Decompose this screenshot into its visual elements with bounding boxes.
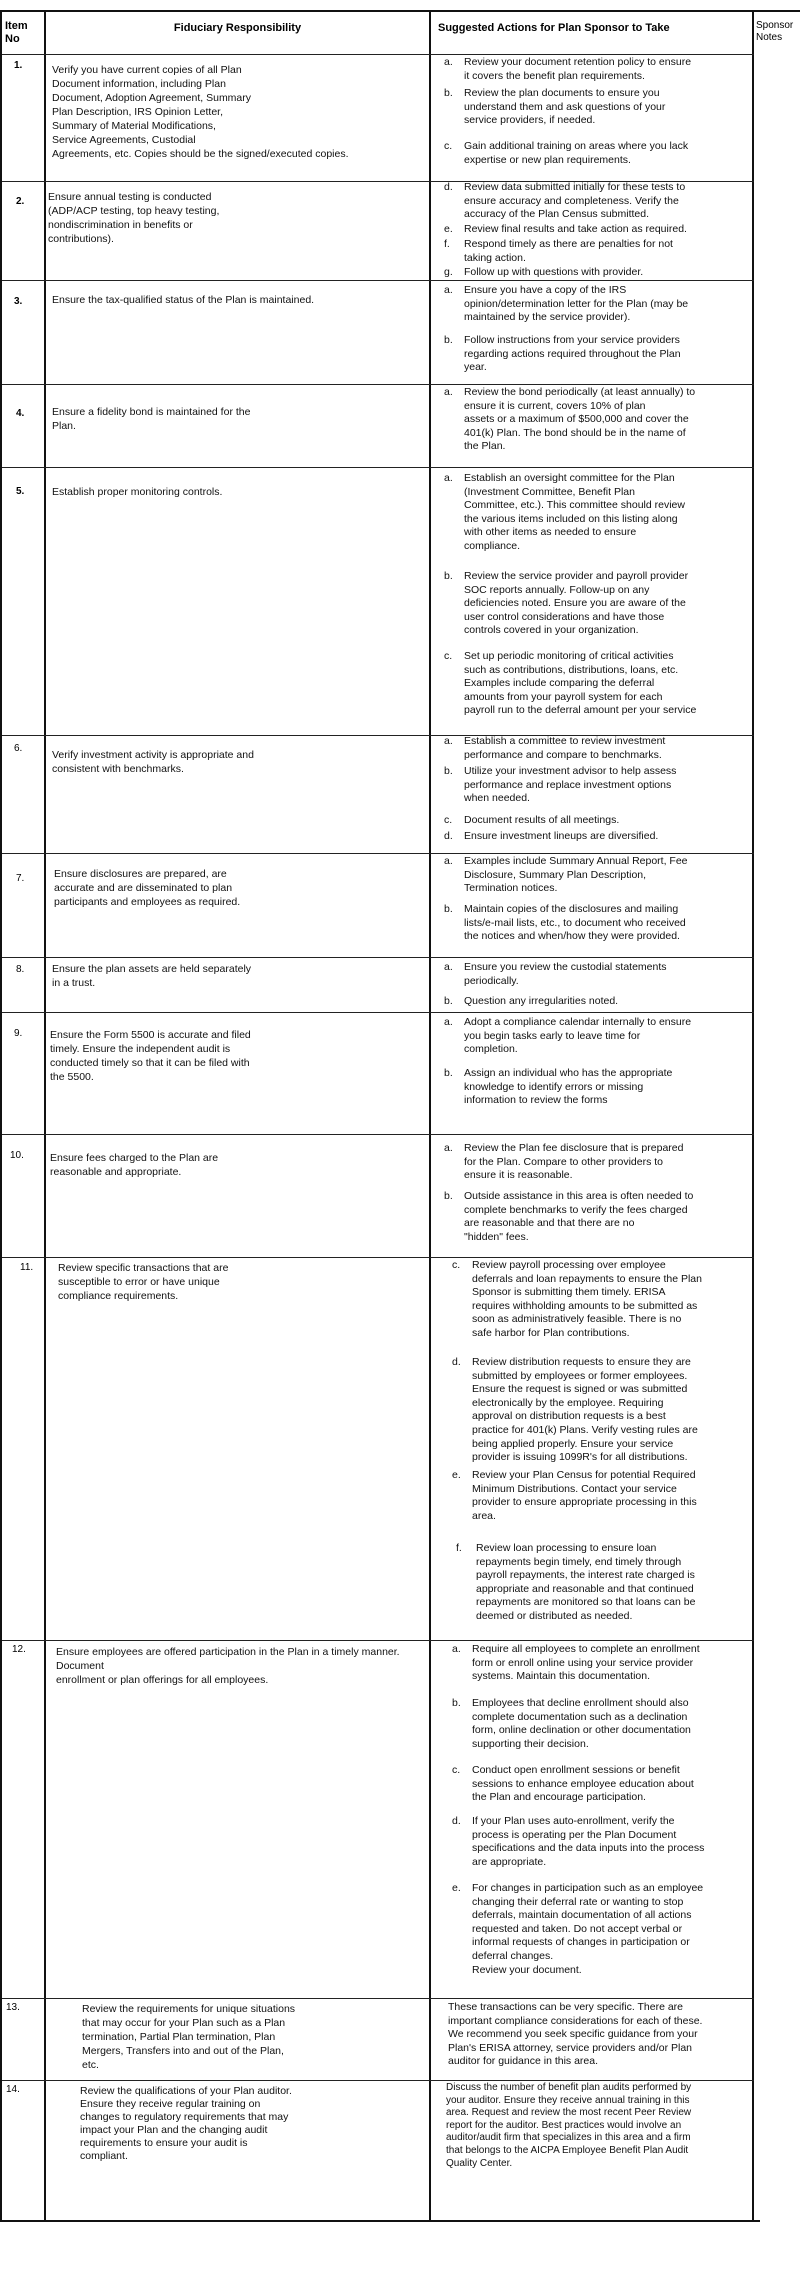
action-item: c. Set up periodic monitoring of critical activities such as contributions, distributions, loans, etc. Examples include comparing the deferral amounts from your payroll system for each payroll run to the deferral amount per your service xyxy=(444,650,697,717)
item-number: 10. xyxy=(10,1150,24,1161)
action-item: b. Review the service provider and payroll provider SOC reports annually. Follow-up on any deficiencies noted. Ensure you are aware of the user control considerations and have those controls covered in your organization. xyxy=(444,570,689,637)
action-item: e. For changes in participation such as an employee changing their deferral rate or wanting to stop deferrals, maintain documentation of all actions requested and taken. Do not accept verbal or informal requests of changes in participation or deferral changes. Review your document. xyxy=(452,1882,704,1976)
action-text: These transactions can be very specific. There are important compliance considerations for each of these. We recommend you seek specific guidance from your Plan's ERISA attorney, service providers and/or Plan auditor for guidance in this area. xyxy=(448,2001,703,2068)
header-sponsor-notes: Sponsor Notes xyxy=(756,20,794,43)
column-divider-item xyxy=(44,10,46,2222)
action-item: d. Review data submitted initially for these tests to ensure accuracy and completeness. Verify the accuracy of the Plan Census submitted. xyxy=(444,181,686,221)
row-divider xyxy=(2,54,754,55)
action-item: a. Review your document retention policy to ensure it covers the benefit plan requirements. xyxy=(444,56,692,82)
item-number: 5. xyxy=(16,486,25,497)
row-divider xyxy=(2,384,754,385)
fiduciary-responsibility-text: Review specific transactions that are susceptible to error or have unique compliance requirements. xyxy=(58,1262,229,1302)
fiduciary-responsibility-text: Verify investment activity is appropriate and consistent with benchmarks. xyxy=(52,749,254,775)
fiduciary-responsibility-text: Ensure the tax-qualified status of the Plan is maintained. xyxy=(52,294,315,306)
action-item: g. Follow up with questions with provider. xyxy=(444,266,644,278)
item-number: 9. xyxy=(14,1028,23,1039)
fiduciary-responsibility-text: Ensure the Form 5500 is accurate and filed timely. Ensure the independent audit is conducted timely so that it can be filed with the 5500. xyxy=(50,1029,251,1083)
item-number: 4. xyxy=(16,408,25,419)
action-item: b. Outside assistance in this area is often needed to complete benchmarks to verify the fees charged are reasonable and that there are no "hidden" fees. xyxy=(444,1190,694,1243)
fiduciary-responsibility-text: Ensure a fidelity bond is maintained for the Plan. xyxy=(52,406,251,432)
action-item: a. Review the bond periodically (at least annually) to ensure it is current, covers 10% of plan assets or a maximum of $500,000 and cover the 401(k) Plan. The bond should be in the name of the Plan. xyxy=(444,386,696,453)
item-number: 14. xyxy=(6,2084,20,2095)
fiduciary-responsibility-text: Verify you have current copies of all Plan Document information, including Plan Document, Adoption Agreement, Summary Plan Description, IRS Opinion Letter, Summary of Material Modifications, Service Agreements, Custodial Agreements, etc. Copies should be the signed/executed copies. xyxy=(52,64,349,160)
action-item: a. Examples include Summary Annual Report, Fee Disclosure, Summary Plan Description, Termination notices. xyxy=(444,855,688,895)
action-item: b. Question any irregularities noted. xyxy=(444,995,619,1007)
fiduciary-responsibility-text: Ensure employees are offered participation in the Plan in a timely manner. Document enrollment or plan offerings for all employees. xyxy=(56,1646,400,1686)
action-item: d. If your Plan uses auto-enrollment, verify the process is operating per the Plan Document specifications and the data inputs into the process are appropriate. xyxy=(452,1815,705,1868)
action-item: b. Assign an individual who has the appropriate knowledge to identify errors or missing information to review the forms xyxy=(444,1067,673,1107)
row-divider xyxy=(2,853,754,854)
fiduciary-responsibility-text: Ensure annual testing is conducted (ADP/ACP testing, top heavy testing, nondiscrimination in benefits or contributions). xyxy=(48,191,220,245)
action-item: a. Adopt a compliance calendar internally to ensure you begin tasks early to leave time for completion. xyxy=(444,1016,692,1056)
action-item: f. Review loan processing to ensure loan repayments begin timely, end timely through payroll repayments, the interest rate charged is appropriate and reasonable and that continued repayments are monitored so that loans can be deemed or distributed as needed. xyxy=(456,1542,696,1622)
action-item: b. Maintain copies of the disclosures and mailing lists/e-mail lists, etc., to document who received the notices and when/how they were provided. xyxy=(444,903,686,943)
table-border-left xyxy=(0,10,2,2222)
action-item: c. Gain additional training on areas where you lack expertise or new plan requirements. xyxy=(444,140,689,166)
action-item: a. Review the Plan fee disclosure that is prepared for the Plan. Compare to other providers to ensure it is reasonable. xyxy=(444,1142,684,1182)
action-item: a. Ensure you have a copy of the IRS opinion/determination letter for the Plan (may be maintained by the service provider). xyxy=(444,284,689,324)
action-item: b. Utilize your investment advisor to help assess performance and replace investment options when needed. xyxy=(444,765,677,805)
item-number: 3. xyxy=(14,296,23,307)
action-item: e. Review your Plan Census for potential Required Minimum Distributions. Contact your service provider to ensure appropriate processing in this area. xyxy=(452,1469,697,1522)
action-item: a. Establish a committee to review investment performance and compare to benchmarks. xyxy=(444,735,666,761)
row-divider xyxy=(2,1012,754,1013)
row-divider xyxy=(2,1998,754,1999)
action-item: c. Document results of all meetings. xyxy=(444,814,620,826)
action-item: b. Follow instructions from your service providers regarding actions required throughout the Plan year. xyxy=(444,334,681,374)
fiduciary-responsibility-text: Ensure disclosures are prepared, are accurate and are disseminated to plan participants and employees as required. xyxy=(54,868,241,908)
row-divider xyxy=(2,2080,754,2081)
item-number: 13. xyxy=(6,2002,20,2013)
fiduciary-responsibility-text: Review the qualifications of your Plan auditor. Ensure they receive regular training on changes to regulatory requirements that may impact your Plan and the changing audit requirements to ensure your audit is compliant. xyxy=(80,2085,292,2162)
item-number: 8. xyxy=(16,964,25,975)
action-item: a. Ensure you review the custodial statements periodically. xyxy=(444,961,667,987)
action-item: a. Require all employees to complete an enrollment form or enroll online using your service provider systems. Maintain this documentation. xyxy=(452,1643,700,1683)
header-fiduciary-responsibility: Fiduciary Responsibility xyxy=(173,22,302,34)
item-number: 1. xyxy=(14,60,23,71)
fiduciary-responsibility-text: Establish proper monitoring controls. xyxy=(52,486,223,498)
row-divider xyxy=(2,1640,754,1641)
column-divider-actions xyxy=(752,10,754,2222)
action-text: Discuss the number of benefit plan audits performed by your auditor. Ensure they receive annual training in this area. Request and review the most recent Peer Review report for the auditor. Best practices would involve an auditor/audit firm that specializes in this area and a firm that belongs to the AICPA Employee Benefit Plan Audit Quality Center. xyxy=(446,2082,692,2169)
item-number: 6. xyxy=(14,743,23,754)
header-item-no: Item No xyxy=(5,20,28,45)
row-divider xyxy=(2,1257,754,1258)
action-item: d. Ensure investment lineups are diversified. xyxy=(444,830,659,842)
action-item: d. Review distribution requests to ensure they are submitted by employees or former employees. Ensure the request is signed or was submitted electronically by the employee. Requiring approval on distribution requests is a best practice for 401(k) Plans. Verify vesting rules are being applied properly. Ensure your service provider is issuing 1099R's for all distributions. xyxy=(452,1356,698,1464)
item-number: 7. xyxy=(16,873,25,884)
header-suggested-actions: Suggested Actions for Plan Sponsor to Take xyxy=(438,22,670,34)
action-item: b. Review the plan documents to ensure you understand them and ask questions of your service providers, if needed. xyxy=(444,87,666,127)
row-divider xyxy=(2,467,754,468)
column-divider-fiduciary xyxy=(429,10,431,2222)
item-number: 12. xyxy=(12,1644,26,1655)
item-number: 11. xyxy=(20,1262,34,1273)
row-divider xyxy=(2,280,754,281)
action-item: c. Conduct open enrollment sessions or benefit sessions to enhance employee education about the Plan and encourage participation. xyxy=(452,1764,694,1804)
fiduciary-responsibility-text: Ensure fees charged to the Plan are reasonable and appropriate. xyxy=(50,1152,219,1178)
fiduciary-responsibility-text: Review the requirements for unique situations that may occur for your Plan such as a Plan termination, Partial Plan termination, Plan Mergers, Transfers into and out of the Plan, etc. xyxy=(82,2003,296,2071)
row-divider xyxy=(2,1134,754,1135)
row-divider xyxy=(2,957,754,958)
action-item: c. Review payroll processing over employee deferrals and loan repayments to ensure the Plan Sponsor is submitting them timely. ERISA requires withholding amounts to be submitted as soon as administratively feasible. There is no safe harbor for Plan contributions. xyxy=(452,1259,702,1339)
action-item: a. Establish an oversight committee for the Plan (Investment Committee, Benefit Plan Committee, etc.). This committee should review the various items included on this listing along with other items as needed to ensure compliance. xyxy=(444,472,685,552)
table-border-bottom xyxy=(0,2220,760,2222)
action-item: b. Employees that decline enrollment should also complete documentation such as a declination form, online declination or other documentation supporting their decision. xyxy=(452,1697,691,1750)
table-border-top xyxy=(0,10,800,12)
action-item: f. Respond timely as there are penalties for not taking action. xyxy=(444,238,673,264)
fiduciary-responsibility-text: Ensure the plan assets are held separately in a trust. xyxy=(52,963,252,989)
action-item: e. Review final results and take action as required. xyxy=(444,223,687,235)
item-number: 2. xyxy=(16,196,25,207)
